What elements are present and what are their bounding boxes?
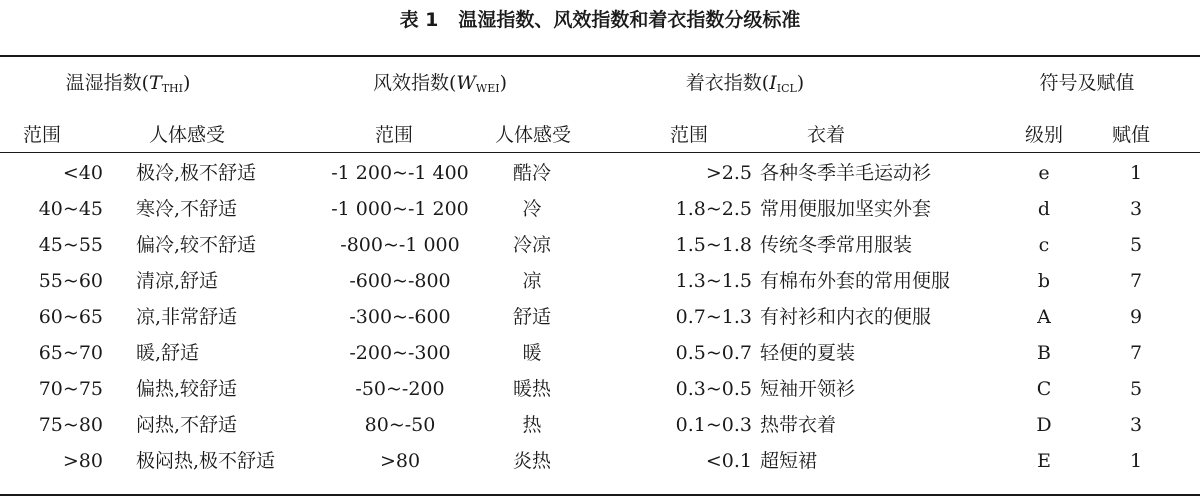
- icl-range-header: 范围: [669, 124, 709, 146]
- wei-feeling: 暖热: [512, 378, 552, 400]
- clothing: 常用便服加坚实外套: [760, 198, 932, 220]
- wei-range: -600~-800: [349, 270, 451, 292]
- icl-range: 0.5~0.7: [675, 342, 752, 364]
- wei-feeling: 冷: [522, 198, 542, 220]
- wei-feeling: 炎热: [512, 450, 552, 472]
- wei-feeling: 舒适: [512, 306, 552, 328]
- wei-feeling: 酷冷: [512, 162, 552, 184]
- value: 1: [1129, 162, 1143, 184]
- header-paren: ): [499, 72, 508, 94]
- bottom-rule: [0, 494, 1200, 496]
- wei-range-header: 范围: [374, 124, 414, 146]
- level-header: 级别: [1024, 124, 1064, 146]
- icl-header: [686, 73, 804, 99]
- thi-range: 45~55: [38, 234, 103, 256]
- thi-range: 55~60: [38, 270, 103, 292]
- thi-range: 40~45: [38, 198, 103, 220]
- table-title: 温湿指数、风效指数和着衣指数分级标准: [458, 9, 801, 31]
- thi-range: 60~65: [38, 306, 103, 328]
- clothing: 轻便的夏装: [760, 342, 856, 364]
- level: C: [1036, 378, 1052, 400]
- value: 9: [1129, 306, 1143, 328]
- wei-range: -800~-1 000: [340, 234, 460, 256]
- icl-range: <0.1: [705, 450, 752, 472]
- icl-range: >2.5: [705, 162, 752, 184]
- wei-range: -300~-600: [349, 306, 451, 328]
- thi-feeling: 极冷,极不舒适: [136, 162, 257, 184]
- level: E: [1037, 450, 1051, 472]
- index-subscript: THI: [161, 82, 183, 95]
- thi-feeling: 极闷热,极不舒适: [136, 450, 276, 472]
- level: b: [1037, 270, 1051, 292]
- thi-feeling: 偏热,较舒适: [136, 378, 238, 400]
- clothing: 超短裙: [760, 450, 818, 472]
- thi-range: 65~70: [38, 342, 103, 364]
- wei-feeling: 热: [522, 414, 542, 436]
- header-label: 风效指数(: [372, 72, 457, 94]
- clothing: 各种冬季羊毛运动衫: [760, 162, 932, 184]
- wei-range: -1 200~-1 400: [331, 162, 469, 184]
- header-paren: ): [796, 72, 805, 94]
- table-caption: [0, 0, 1200, 40]
- level: d: [1037, 198, 1051, 220]
- clothing-header: 衣着: [806, 124, 846, 146]
- top-rule: [0, 55, 1200, 57]
- header-label: 符号及赋值: [1039, 72, 1135, 94]
- clothing: 有棉布外套的常用便服: [760, 270, 951, 292]
- level: c: [1038, 234, 1050, 256]
- header-label: 着衣指数(: [685, 72, 770, 94]
- thi-feeling: 暖,舒适: [136, 342, 200, 364]
- thi-feeling: 偏冷,较不舒适: [136, 234, 257, 256]
- index-symbol: W: [456, 72, 476, 94]
- value: 7: [1129, 342, 1143, 364]
- value-header: 赋值: [1111, 124, 1151, 146]
- thi-range: 75~80: [38, 414, 103, 436]
- index-subscript: ICL: [776, 82, 797, 95]
- level: A: [1037, 306, 1051, 328]
- thi-feeling: 凉,非常舒适: [136, 306, 238, 328]
- wei-range: >80: [379, 450, 421, 472]
- level: D: [1036, 414, 1052, 436]
- thi-range-header: 范围: [22, 124, 62, 146]
- thi-range: >80: [62, 450, 103, 472]
- clothing: 热带衣着: [760, 414, 837, 436]
- thi-feeling: 闷热,不舒适: [136, 414, 238, 436]
- icl-range: 1.8~2.5: [675, 198, 752, 220]
- clothing: 短袖开领衫: [760, 378, 856, 400]
- icl-range: 0.1~0.3: [675, 414, 752, 436]
- clothing: 传统冬季常用服装: [760, 234, 913, 256]
- table-number: 表 1: [399, 9, 439, 31]
- icl-range: 0.3~0.5: [675, 378, 752, 400]
- clothing: 有衬衫和内衣的便服: [760, 306, 932, 328]
- level: B: [1037, 342, 1051, 364]
- wei-header: [373, 73, 507, 99]
- thi-feeling-header: 人体感受: [148, 124, 226, 146]
- value: 3: [1129, 198, 1143, 220]
- icl-range: 1.5~1.8: [675, 234, 752, 256]
- value: 5: [1129, 378, 1143, 400]
- index-symbol: T: [149, 72, 162, 94]
- index-symbol: I: [769, 72, 777, 94]
- thi-range: <40: [62, 162, 103, 184]
- wei-feeling-header: 人体感受: [494, 124, 572, 146]
- wei-range: -200~-300: [349, 342, 451, 364]
- symbol-value-header: [1039, 73, 1134, 93]
- wei-feeling: 凉: [522, 270, 542, 292]
- wei-feeling: 暖: [522, 342, 542, 364]
- level: e: [1038, 162, 1050, 184]
- icl-range: 0.7~1.3: [675, 306, 752, 328]
- wei-range: -50~-200: [355, 378, 445, 400]
- header-paren: ): [182, 72, 191, 94]
- icl-range: 1.3~1.5: [675, 270, 752, 292]
- index-subscript: WEI: [475, 82, 500, 95]
- header-label: 温湿指数(: [65, 72, 150, 94]
- thi-header: [66, 73, 191, 99]
- value: 1: [1129, 450, 1143, 472]
- thi-feeling: 清凉,舒适: [136, 270, 219, 292]
- header-rule: [0, 152, 1200, 153]
- wei-range: -1 000~-1 200: [331, 198, 469, 220]
- value: 7: [1129, 270, 1143, 292]
- thi-range: 70~75: [38, 378, 103, 400]
- value: 3: [1129, 414, 1143, 436]
- wei-feeling: 冷凉: [512, 234, 552, 256]
- wei-range: 80~-50: [364, 414, 436, 436]
- value: 5: [1129, 234, 1143, 256]
- thi-feeling: 寒冷,不舒适: [136, 198, 238, 220]
